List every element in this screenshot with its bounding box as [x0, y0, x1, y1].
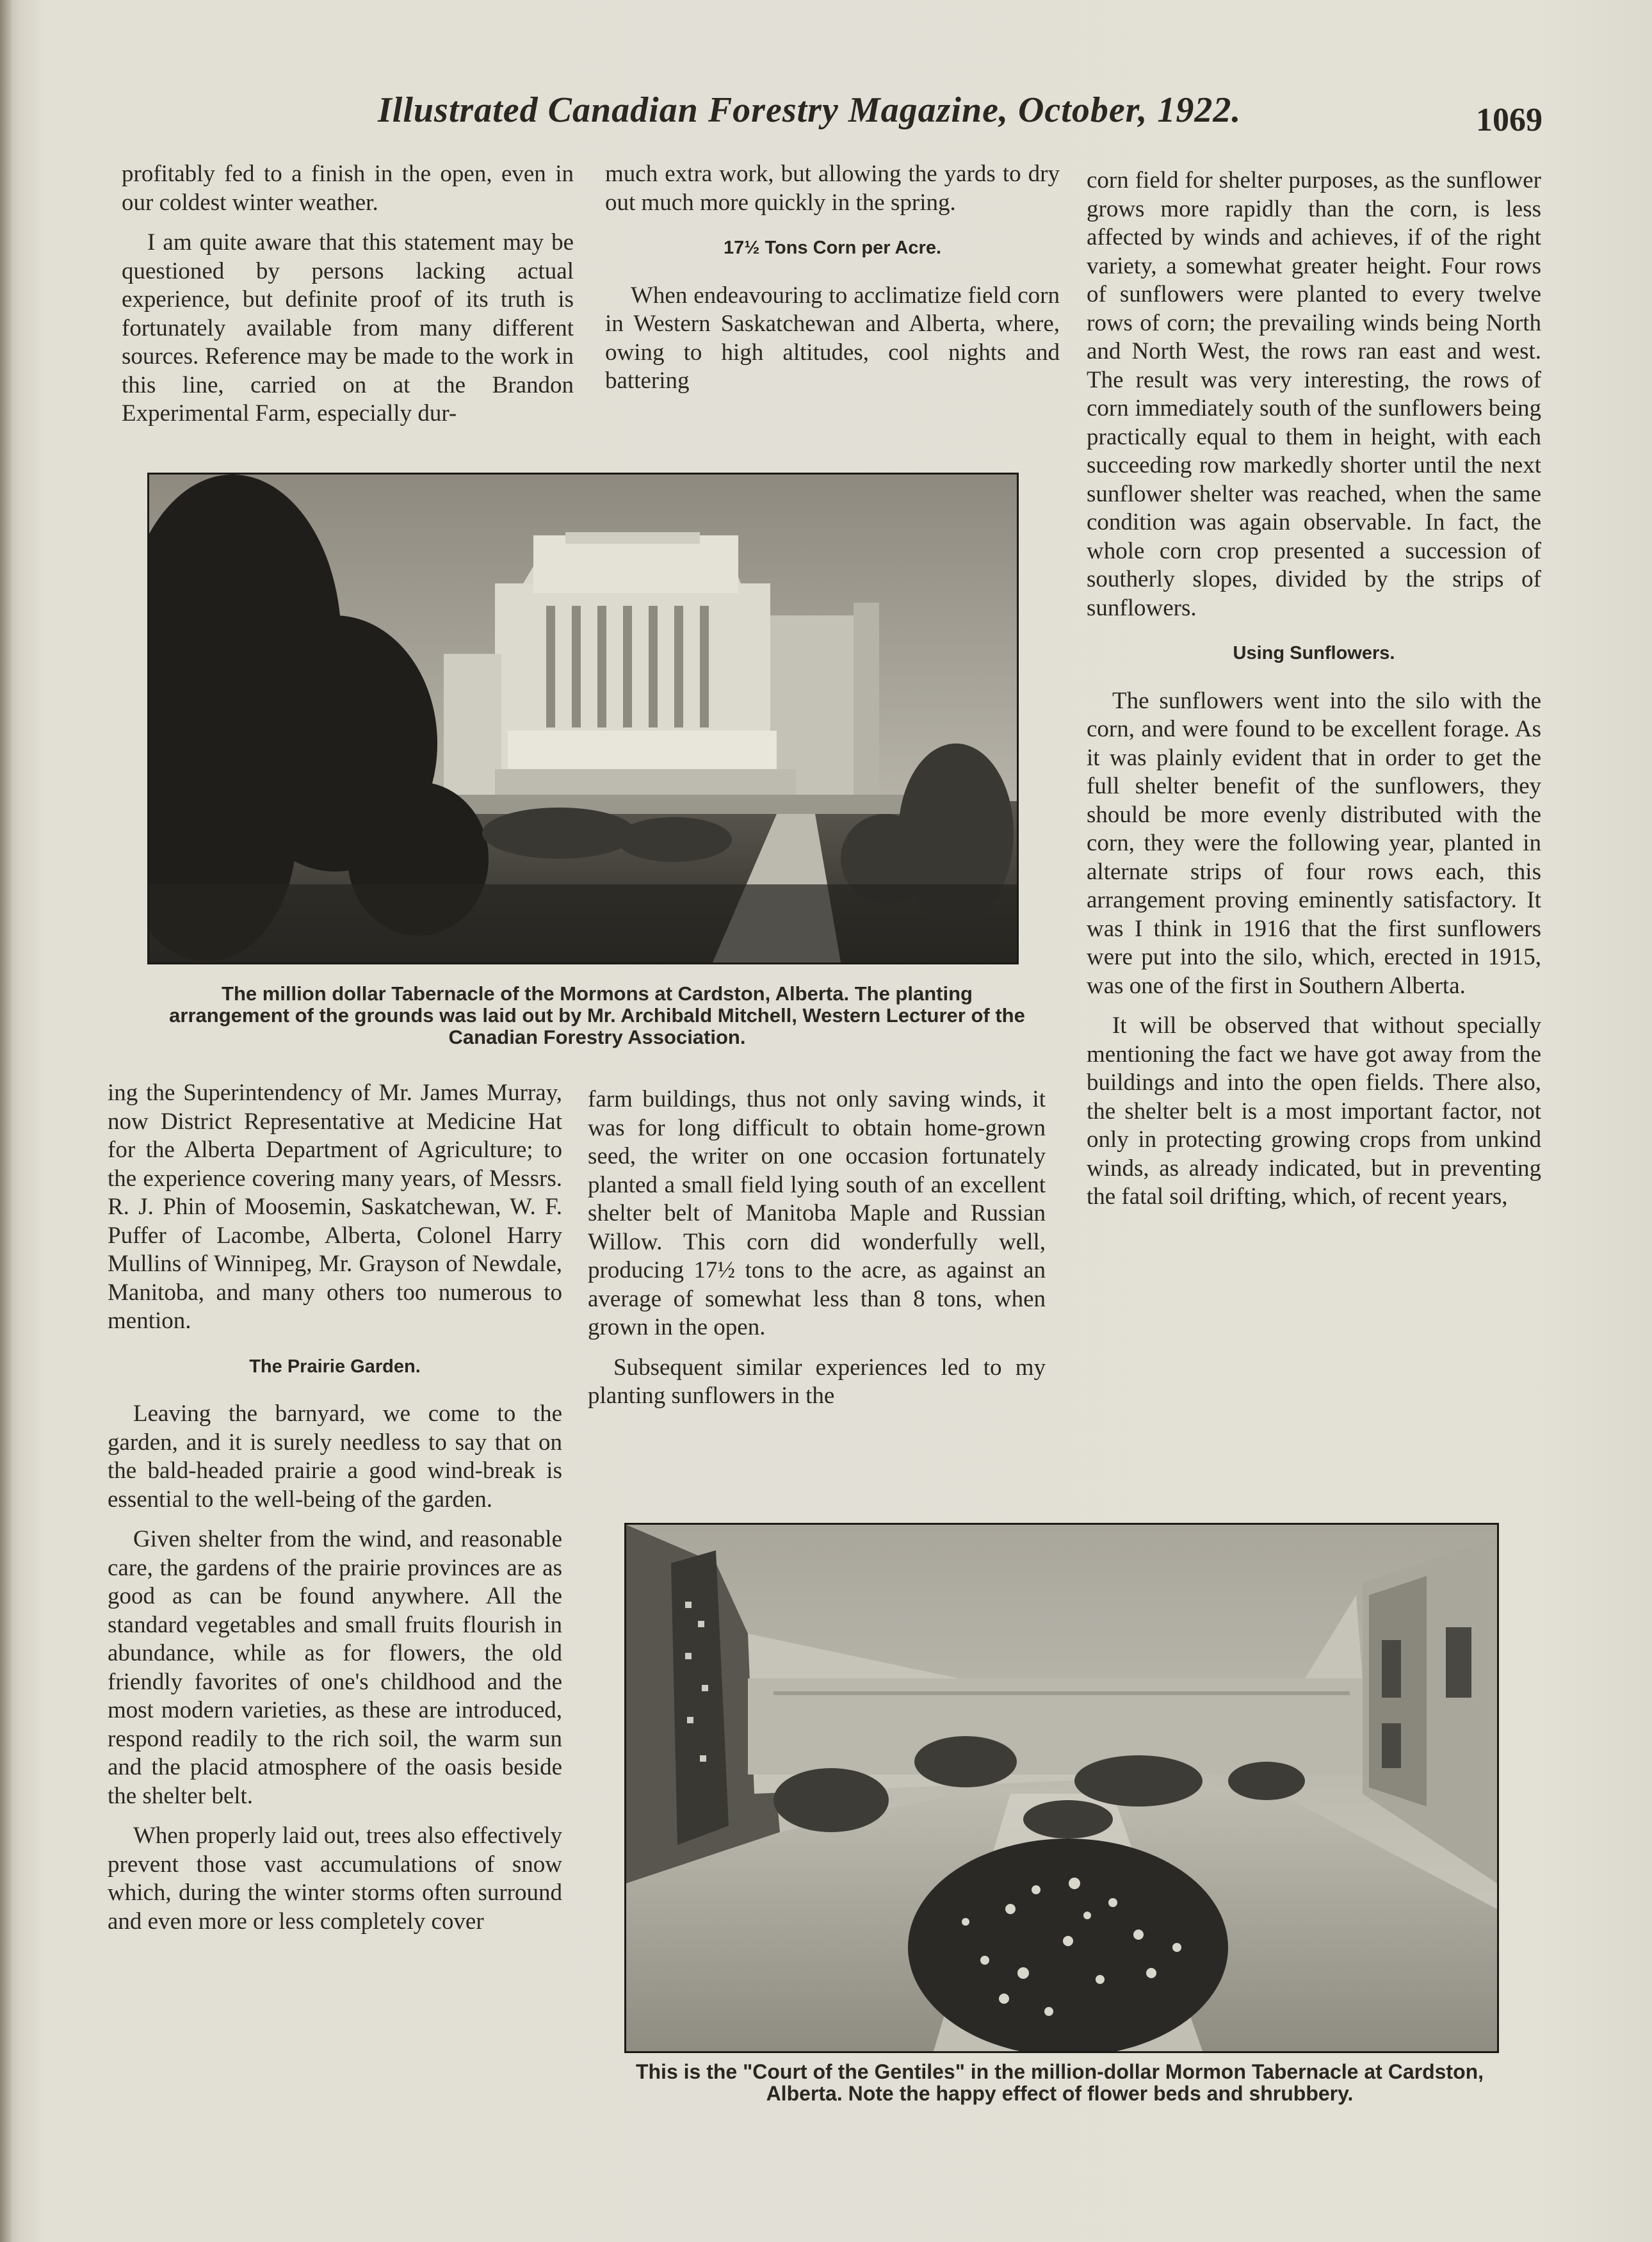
paragraph: much extra work, but allowing the yards to dry out much more quickly in the spring.: [605, 161, 1060, 216]
column-3: [1087, 167, 1541, 1223]
section-heading-prairie-garden: The Prairie Garden.: [249, 1356, 421, 1377]
column-1-bottom: [108, 1079, 562, 1947]
section-heading-corn: 17½ Tons Corn per Acre.: [723, 238, 942, 258]
paragraph: ing the Superintendency of Mr. James Murray, now District Representative at Medicine Hat for the Alberta Department of Agriculture; to the experience covering many years, of Messrs. R. J. Phin of Moosemin, Saskatchewan, W. F. Puffer of Lacombe, Alberta, Colonel Harry Mullins of Winnipeg, Mr. Grayson of Newdale, Manitoba, and many others too numerous to mention.: [108, 1080, 562, 1334]
paragraph: When properly laid out, trees also effectively prevent those vast accumulations of snow which, during the winter storms often surround and even more or less completely cover: [108, 1823, 562, 1935]
tabernacle-illustration: [149, 475, 1017, 963]
page-number: 1069: [1476, 102, 1543, 138]
court-illustration: [626, 1525, 1497, 2051]
court-of-gentiles-photo: [624, 1523, 1499, 2053]
paragraph: Given shelter from the wind, and reasonable care, the gardens of the prairie provinces are as good as can be found anywhere. All the standard vegetables and small fruits flourish in abundance, while as for flowers, the old friendly favorites of one's childhood and the most modern varieties, as these are introduced, respond readily to the rich soil, the warm sun and the placid atmosphere of the oasis beside the shelter belt.: [108, 1526, 562, 1809]
paragraph: The sunflowers went into the silo with the corn, and were found to be excellent forage. As it was plainly evident that in order to get the full shelter benefit of the sunflowers, they should be more evenly distributed with the corn, they were the following year, planted in alternate strips of four rows each, this arrangement proving eminently satisfactory. It was I think in 1916 that the first sunflowers were put into the silo, which, erected in 1915, was one of the first in Southern Alberta.: [1087, 687, 1541, 999]
paragraph: corn field for shelter purposes, as the sunflower grows more rapidly than the corn, is less affected by winds and achieves, if of the right variety, a somewhat greater height. Four rows of sunflowers were planted to every twelve rows of corn; the prevailing winds being North and North West, the rows ran east and west. The result was very interesting, the rows of corn immediately south of the sunflowers being practically equal to them in height, with each succeeding row markedly shorter until the next sunflower shelter was reached, when the same condition was again observable. In fact, the whole corn crop presented a succession of southerly slopes, divided by the strips of sunflowers.: [1087, 167, 1541, 621]
paragraph: It will be observed that without specially mentioning the fact we have got away from the buildings and into the open fields. There also, the shelter belt is a most important factor, not only in protecting growing crops from unkind winds, as already indicated, but in preventing the fatal soil drifting, which, of recent years,: [1087, 1012, 1541, 1210]
running-header: Illustrated Canadian Forestry Magazine, October, 1922.: [378, 90, 1242, 130]
paragraph: I am quite aware that this statement may be questioned by persons lacking actual experience, but definite proof of its truth is fortunately available from many different sources. Reference may be made to the work in this line, carried on at the Brandon Experimental Farm, especially dur-: [122, 229, 574, 426]
binding-edge: [0, 0, 12, 2242]
column-1-top: [122, 160, 574, 440]
section-heading-sunflowers: Using Sunflowers.: [1233, 643, 1395, 663]
paragraph: farm buildings, thus not only saving winds, it was for long difficult to obtain home-grown seed, the writer on one occasion fortunately planted a small field lying south of an excellent shelter belt of Manitoba Maple and Russian Willow. This corn did wonderfully well, producing 17½ tons to the acre, as against an average of somewhat less than 8 tons, when grown in the open.: [588, 1086, 1046, 1340]
court-caption: This is the "Court of the Gentiles" in the million-dollar Mormon Tabernacle at Cardston, Alberta. Note the happy effect of flower beds and shrubbery.: [635, 2060, 1484, 2105]
tabernacle-caption: The million dollar Tabernacle of the Mormons at Cardston, Alberta. The planting arrangement of the grounds was laid out by Mr. Archibald Mitchell, Western Lecturer of the Canadian Forestry Association.: [169, 982, 1025, 1048]
paragraph: When endeavouring to acclimatize field corn in Western Saskatchewan and Alberta, where, owing to high altitudes, cool nights and battering: [605, 282, 1060, 394]
column-2-bottom: [588, 1085, 1046, 1422]
paragraph: Leaving the barnyard, we come to the garden, and it is surely needless to say that on the bald-headed prairie a good wind-break is essential to the well-being of the garden.: [108, 1401, 562, 1513]
tabernacle-photo: [147, 473, 1019, 964]
paragraph: profitably fed to a finish in the open, even in our coldest winter weather.: [122, 161, 574, 216]
paragraph: Subsequent similar experiences led to my planting sunflowers in the: [588, 1354, 1046, 1409]
column-2-top: [605, 160, 1060, 407]
